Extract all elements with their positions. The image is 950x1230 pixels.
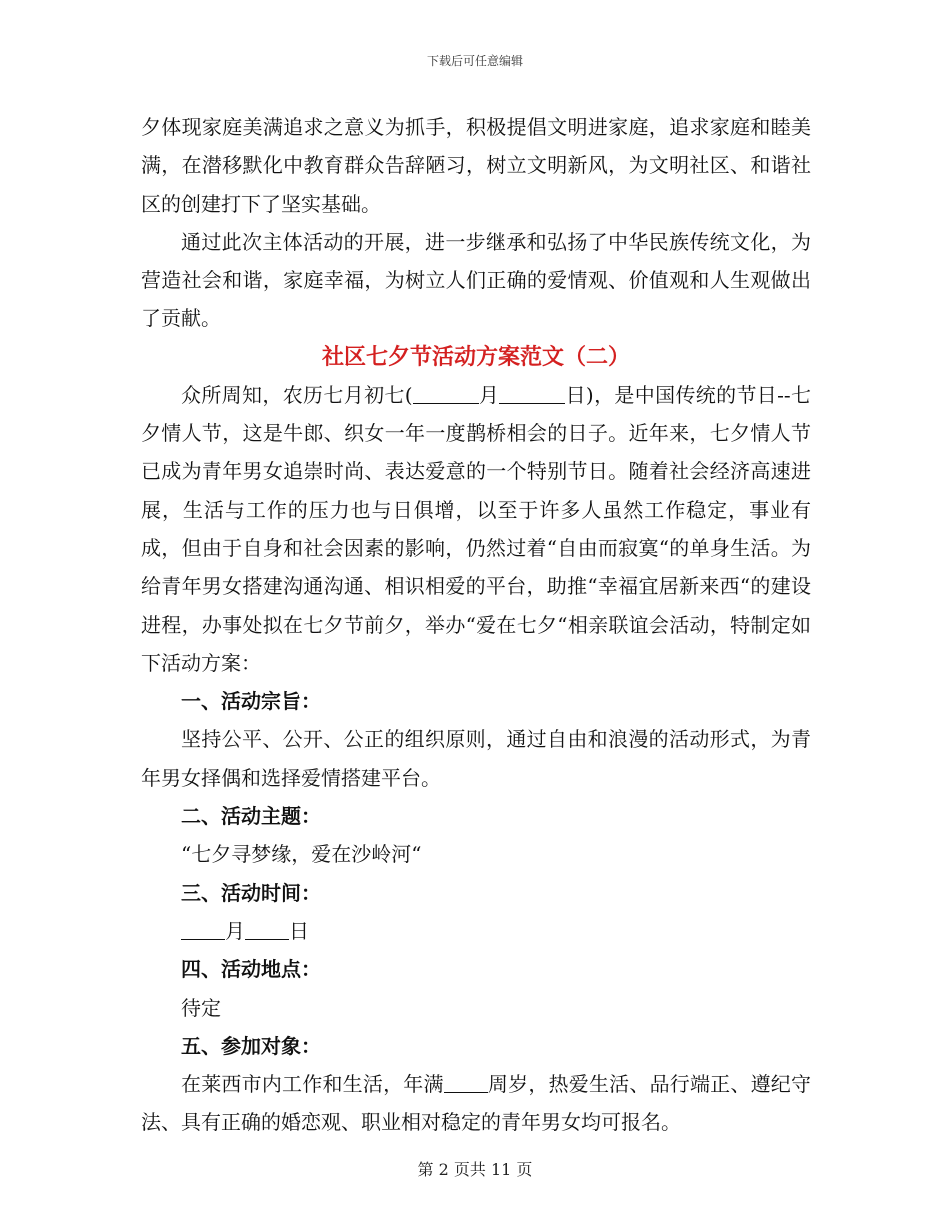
paragraph-location: 待定 (181, 995, 221, 1020)
heading-participants: 五、参加对象： (181, 1033, 321, 1058)
heading-theme: 二、活动主题： (181, 804, 321, 829)
section-title: 社区七夕节活动方案范文（二） (321, 343, 630, 370)
paragraph-time (141, 912, 811, 950)
participants-text-b: 周岁，热爱生活、品行端正、遵纪守法、具有正确的婚恋观、职业相对稳定的青年男女均可报名。 (141, 1072, 812, 1135)
heading-time: 三、活动时间： (181, 880, 321, 905)
page-header: 下载后可任意编辑 (426, 54, 523, 68)
paragraph-summary: 通过此次主体活动的开展，进一步继承和弘扬了中华民族传统文化，为营造社会和谐，家庭幸福，为树立人们正确的爱情观、价值观和人生观做出了贡献。 (141, 229, 811, 331)
blank-line (444, 1072, 488, 1093)
blank-line (413, 383, 479, 404)
paragraph-continuation: 夕体现家庭美满追求之意义为抓手，积极提倡文明进家庭，追求家庭和睦美满，在潜移默化中教育群众告辞陋习，树立文明新风，为文明社区、和谐社区的创建打下了坚实基础。 (141, 115, 811, 216)
heading-location: 四、活动地点： (181, 957, 321, 982)
blank-line (181, 919, 225, 940)
intro-text-b: 月 (478, 382, 500, 407)
paragraph-purpose: 坚持公平、公开、公正的组织原则，通过自由和浪漫的活动形式，为青年男女择偶和选择爱情搭建平台。 (141, 727, 811, 790)
participants-text-a: 在莱西市内工作和生活，年满 (181, 1072, 444, 1097)
page-footer: 第 2 页共 11 页 (417, 1160, 533, 1179)
blank-line (245, 919, 289, 940)
blank-line (499, 383, 565, 404)
paragraph-intro (141, 376, 811, 682)
heading-purpose: 一、活动宗旨： (181, 689, 321, 714)
paragraph-theme: “七夕寻梦缘，爱在沙岭河“ (181, 842, 422, 867)
time-day: 日 (289, 918, 309, 943)
time-month: 月 (225, 918, 245, 943)
intro-text-c: 日)，是中国传统的节日--七夕情人节，这是牛郎、织女一年一度鹊桥相会的日子。近年来，七夕情人节已成为青年男女追崇时尚、表达爱意的一个特别节日。随着社会经济高速进展，生活与工作的压力也与日俱增，以至于许多人虽然工作稳定，事业有成，但由于自身和社会因素的影响，仍然过着“自由而寂寞“的单身生活。为给青年男女搭建沟通沟通、相识相爱的平台，助推“幸福宜居新来西“的建设进程，办事处拟在七夕节前夕，举办“爱在七夕“相亲联谊会活动，特制定如下活动方案： (141, 382, 811, 675)
intro-text-a: 众所周知，农历七月初七( (181, 382, 413, 407)
document-body (141, 108, 811, 1142)
paragraph-participants (141, 1065, 811, 1142)
